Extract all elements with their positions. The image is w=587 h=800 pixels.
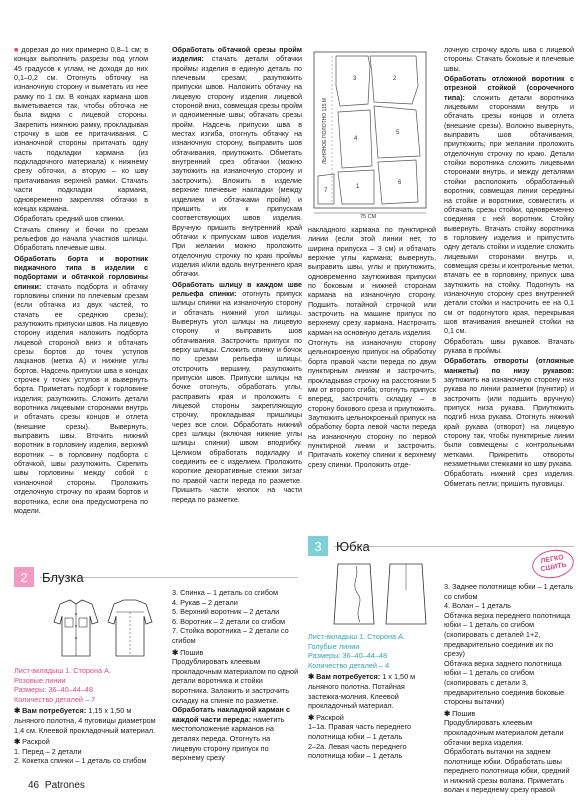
width-label: 75 СМ <box>360 214 377 218</box>
section-2-lines: Розовые линии <box>14 675 66 685</box>
col3-para-1: накладного кармана по пунктирной линии (если этой линии нет, то ширина припуска – 3 см) и обтачать верхние углы кармана; вывернуть, выправить швы, углы и приутюжить, одновременно заутюживая припуски по боковым и нижней сторонам кармана на изнаночную сторону. Подшить потайной строчкой или застрочить на машине припуск по верхнему срезу кармана. Настрочить карман на основную деталь изделия. <box>308 226 436 337</box>
section-2-title: Блузка <box>42 569 84 585</box>
col2-heading-1: Обработать обтачкой срезы пройм изделия: <box>172 46 302 64</box>
section-3-right-para-2: Обтачка верха заднего полотнища юбки – 1 деталь со сгибом (скопировать с детали 3, предварительно соединив боковые стороны вытачки) <box>444 658 565 707</box>
section-2-sew-title: Пошив <box>180 647 204 657</box>
section-3-lines: Голубые линии <box>308 641 360 651</box>
section-3-cut-title: Раскрой <box>316 712 344 722</box>
continue-marker: ■ <box>14 46 19 54</box>
fabric-label: ЛЬНЯНОЕ ПОЛОТНО 115 М <box>322 97 328 164</box>
section-2-header <box>14 567 84 587</box>
stamp-text: ЛЕГКО СШИТЬ <box>539 554 568 574</box>
bullet-icon: ✱ <box>14 737 21 747</box>
piece-label: 7 <box>324 188 328 194</box>
text-column-3 <box>308 226 436 471</box>
piece-label: 6 <box>398 180 402 186</box>
section-3-number: 3 <box>308 536 328 556</box>
section-2-cut-title: Раскрой <box>22 737 50 747</box>
section-3-cut-item: 1–1а. Правая часть переднего полотнища юбки – 1 деталь <box>308 722 412 741</box>
col1-para-3: Стачать спинку и бочки по срезам рельефов до начала участков шлицы. Обработать плечевые швы. <box>14 225 148 253</box>
section-3-sew-para-2: Обработать вытачки на заднем полотнище юбки. Обработать швы переднего полотнища юбки, средний и нижний срезы волана. Приметать волан к переднему срезу правой <box>444 747 570 795</box>
col4-para-4: заутюжить на изнаночную сторону низ рукава по линии разметки (пунктир) и застрочить (или подшить вручную) припуск низа рукава. Приутюжить подгиб низа рукава. Отогнуть нижний край рукава (отворот) на лицевую сторону так, чтобы пунктирные линии были совмещены с контрольными метками. Прикрепить отвороты незаметными стежками ко шву рукава. <box>444 376 574 469</box>
section-2-number: 2 <box>14 567 34 587</box>
section-3-sew-para-1: Продублировать клеевым прокладочным материалом детали обтачки верха изделия. <box>444 718 564 747</box>
text-column-1 <box>14 46 148 517</box>
section-3-title: Юбка <box>336 538 370 554</box>
section-2-sheet: Лист-вкладыш 1. Сторона А. <box>14 666 111 675</box>
bullet-icon: ✱ <box>308 712 315 722</box>
col4-para-1: лочную строчку вдоль шва с лицевой стороны. Стачать боковые и плечевые швы. <box>444 46 574 73</box>
page-number: 46 <box>28 780 40 791</box>
section-3-count: Количество деталей – 4 <box>308 660 390 670</box>
section-3-cut-item: 4. Волан – 1 деталь <box>444 601 511 611</box>
piece-label: 1 <box>356 184 360 190</box>
bullet-icon: ✱ <box>14 706 21 716</box>
col1-para-2: Обработать средний шов спинки. <box>14 215 125 224</box>
col4-para-3: Обработать швы рукавов. Втачать рукава в проймы. <box>444 337 574 355</box>
section-2-cut-item: 5. Верхний воротник – 2 детали <box>172 607 280 617</box>
section-3-right-para-1: Обтачка верха переднего полотнища юбки – 1 деталь со сгибом (скопировать с деталей 1+2, предварительно соединив их по срезу) <box>444 610 571 659</box>
blouse-sketch <box>40 596 160 660</box>
bullet-icon: ✱ <box>308 672 315 682</box>
piece-label: 2 <box>393 76 397 82</box>
blouse-sketch-svg <box>40 596 160 660</box>
section-2-sizes: Размеры: 36–40–44–48 <box>14 685 94 695</box>
section-3-rule <box>334 546 574 547</box>
section-3-sew-title: Пошив <box>452 708 476 718</box>
col1-para-1: дорезая до них примерно 0,8–1 см; в концах выполнить разрезы под углом 45 градусов к углам, не доходя до них 0,1–0,2 см. Отогнуть обточку на изнаночную сторону и выметать из нее рамку по 1 см. В концах кармана шов выметывается так, чтобы обточка не была видна с лицевой стороны. Закрепить нижнюю рамку, прокладывая строчку в шов ее притачивания. С изнаночной стороны притачать одну часть подкладки кармана (из подкладочного материала) к нижнему срезу обточки, а вторую – ко шву притачивания верхней рамки. Стачать части подкладки кармана, одновременно закрепляя обтачки в концах кармана. <box>14 46 148 213</box>
bullet-icon: ✱ <box>172 647 179 657</box>
section-2-cut-item: 6. Воротник – 2 детали со сгибом <box>172 616 286 626</box>
section-3-cut-item: 2–2а. Левая часть переднего полотнища юбки – 1 деталь <box>308 741 407 761</box>
section-2-meta-2 <box>172 588 300 763</box>
section-2-material: 1,15 x 1,50 м льняного полотна, 4 пуговицы диаметром 1,4 см. Клеевой прокладочный материал. <box>14 706 156 735</box>
section-3-cut-item: 3. Заднее полотнище юбки – 1 деталь со сгибом <box>444 582 574 601</box>
section-2-material-title: Вам потребуется: <box>22 706 87 716</box>
pattern-layout-diagram <box>308 46 432 218</box>
skirt-sketch <box>330 560 430 628</box>
bullet-icon: ✱ <box>444 708 451 718</box>
col4-heading-1: Обработать отложной воротник с отрезной стойкой (сорочечного типа): <box>444 75 574 102</box>
section-3-material-title: Вам потребуется: <box>316 672 381 682</box>
section-2-cut-item: 7. Стойка воротника – 2 детали со сгибом <box>172 626 289 645</box>
easy-sew-stamp <box>530 547 576 582</box>
pattern-layout-svg <box>308 46 432 218</box>
section-2-count: Количество деталей – 7 <box>14 694 96 704</box>
col2-para-2: отогнуть припуск шлицы спинки на изнаночную сторону и обтачать нижний угол шлицы. Вывернуть угол шлицы на лицевую сторону и выправить шов обтачивания. Застрочить припуск по верху шлицы. Сложить спинку и бочок по срезам рельефа шлицы, отстрочить вершину, разутюжить припуски швов. Припуски шлицы на бочке отогнуть, обработать углы, расправить края и проложить с лицевой стороны закрепляющую строчку, прокладывая пришлицы через все слои. Обработать нижний срез шлицы (включая нижние углы шлицы спинки) швом вподгибку. Целиком обработать подкладку и соединить ее с изделием. Проложить короткие декоративные стежки зигзаг по правой части переда по разметке. Пришить части кнопок на части переда по разметке. <box>172 289 302 504</box>
section-3-sheet: Лист-вкладыш 1. Сторона А. <box>308 632 405 641</box>
col4-para-2: сложить детали воротника лицевыми сторонами внутрь и обтачать срезы концов и отлета (внешние срезы). Волокно вывернуть, выправить шов обтачивания, приутюжить; при желании проложить отделочную строчку по краю. Детали стойки воротника сложить лицевыми сторонами внутрь, и между деталями стойки расположить обработанный воротник, совмещая линии середины на стойке и воротнике, совместить и обтачать срезы стойки, одновременно соединяя с ней воротник. Стойку вывернуть. Втачать стойку воротника в горловину изделия и припустить одну деталь стойки и изделие сложить лицевыми сторонами внутрь и, совмещая срезы и контрольные метки, втачать ее в горловину, припуск шва заутюжить на стойку. Подогнуть на изнаночную сторону срез внутренней детали стойки и настрочить ее на 0,1 см от подогнутого края, перекрывая шов втачивания внешней стойки на 0,1 см. <box>444 93 575 336</box>
col1-para-4: стачать подборта и обтачку горловины спинки по плечевым срезам (если обтачка из двух частей, то стачать ее среднюю срезы); разутюжить припуски швов. На лицевую сторону изделия наложить подборта лицевой стороной вниз и обтачать срезы бортов до точек уступов лацканов (метка А) и нижние углы бортов. Надсечь припуски шва в концах строчек у точек уступов и вывернуть борта. Приметать подборт к горловине изделия; разутюжить. Сложить детали воротника лицевыми сторонами внутрь и обтачать срезы концов и отлета (внешние срезы). Вывернуть, выправить швы. Вточить нижний воротник в горловину изделия, верхний воротник – в горловину подборта с обтачкой, швы разутюжить. Скрепить швы горловины между собой с изнаночной стороны. Проложить отделочную строчку по краям бортов и воротника, если она предусмотрена по модели. <box>14 282 148 515</box>
col4-heading-2: Обработать отвороты (отложные манжеты) по низу рукавов: <box>444 357 574 375</box>
skirt-sketch-svg <box>330 560 430 628</box>
section-3-meta-2 <box>444 582 574 795</box>
section-2-sew-para-1: Продублировать клеевым прокладочным материалом по одной детали воротника и стойки воротника. Заложить и застрочить складку на спинке по разметке. <box>172 657 299 705</box>
section-2-cut-item: 1. Перед – 2 детали <box>14 746 82 756</box>
piece-label: 4 <box>354 136 358 142</box>
section-2-cut-item: 2. Кокетка спинки – 1 деталь со сгибом <box>14 756 147 766</box>
col4-para-5: Обработать нижний срез изделия. Обметать петли; пришить пуговицы. <box>444 470 574 488</box>
page-footer <box>28 780 85 791</box>
col2-heading-2: Обработать шлицу в каждом шве рельефа спинки: <box>172 280 302 298</box>
section-2-sew-heading: Обработать накладной карман с каждой части переда: <box>172 705 291 724</box>
section-3-meta <box>308 632 436 761</box>
section-3-material: 1 x 1,50 м льняного полотна. Потайная застежка-молния. Клеевой прокладочный материал. <box>308 672 416 711</box>
section-3-header <box>308 536 370 556</box>
section-2-meta <box>14 666 162 766</box>
piece-label: 5 <box>396 130 400 136</box>
section-2-cut-item: 3. Спинка – 1 деталь со сгибом <box>172 588 278 597</box>
text-column-2 <box>172 46 302 506</box>
col1-heading-1: Обработать борта и воротник пиджачного типа в изделии с подбортами и обтачкой горловины спинки: <box>14 254 148 291</box>
section-2-sew-para-2: наметить местоположение карманов на деталях переда. Отогнуть на лицевую сторону припуск по верхнему срезу <box>172 714 285 763</box>
section-2-cut-item: 4. Рукав – 2 детали <box>172 597 238 607</box>
col3-para-2: Отогнуть на изнаночную сторону цельнокроеную припуск на обработку борта правой части переда по двум пунктирным линиям и застрочить, прокладывая строчку на расстоянии 5 мм от второго сгиба; отогнуть припуск вперед, застрочить складку – в сторону бокового среза и приутюжить. Заутюжить цельнокроеный припуск на обработку борта левой части переда на изнаночную сторону по первой пунктирной линии и застрочить. Притачать кокетку спинки к верхнему срезу спинки. Проложить отде- <box>308 339 436 469</box>
section-3-sizes: Размеры: 36–40–44–48 <box>308 651 388 661</box>
col2-para-1: стачать детали обтачки проймы изделия в единую деталь по плечевым срезам; разутюжить припуски швов. Наложить обтачку на лицевую сторону изделия лицевой стороной вниз, совмещая срезы пройм и одноименные швы; обтачать срезы пройм. Надсечь припуски шва в местах изгиба, отогнуть обтачку на изнаночную сторону, выправить шов обтачивания, приутюжить. Обметать внутренний срез обтачки (можно заутюжить на изнаночную сторону и застрочить). Вложить в изделие верхние плечевые накладки (между изделием и обтачками пройм) и пришить их к припускам соответствующих швов изделия. Вручную пришить внутренний край обтачки к припускам швов изделия. При желании можно проложить отделочную строчку по краю проймы изделия и/или вдоль внутреннего края обтачки. <box>172 55 302 279</box>
text-column-4 <box>444 46 574 490</box>
piece-label: 3 <box>353 76 357 82</box>
brand-name: Patrones <box>44 780 85 791</box>
